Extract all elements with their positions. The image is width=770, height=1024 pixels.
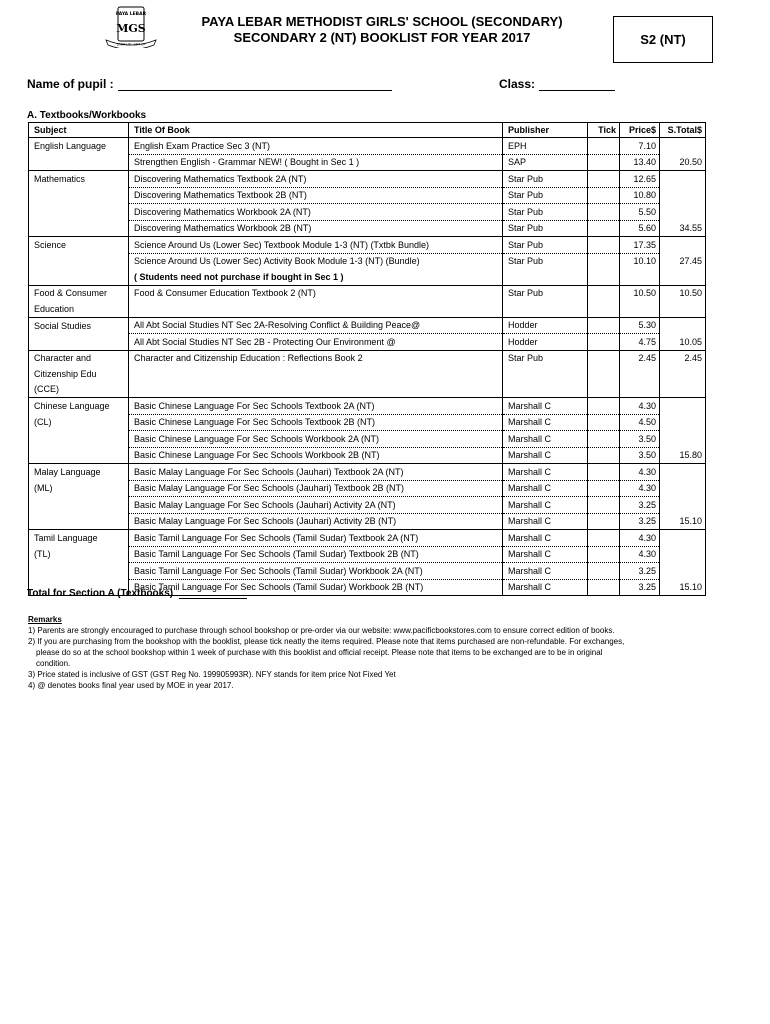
book-title — [129, 366, 503, 382]
price: 12.65 — [620, 171, 660, 188]
tick-box[interactable] — [588, 563, 620, 580]
table-row — [29, 220, 706, 237]
book-title: Science Around Us (Lower Sec) Textbook Module 1-3 (NT) (Txtbk Bundle) — [129, 237, 503, 254]
price: 3.25 — [620, 513, 660, 530]
price: 4.30 — [620, 480, 660, 497]
subject-cell: Social Studies — [29, 317, 129, 334]
table-row — [29, 350, 706, 366]
table-row — [29, 398, 706, 415]
publisher: Marshall C — [503, 464, 588, 481]
header-publisher: Publisher — [503, 123, 588, 138]
table-row — [29, 253, 706, 269]
subject-cell: (TL) — [29, 546, 129, 563]
subtotal: 15.10 — [660, 579, 706, 596]
publisher: Hodder — [503, 334, 588, 351]
subtotal: 20.50 — [660, 154, 706, 171]
table-row — [29, 431, 706, 448]
book-title — [129, 382, 503, 398]
book-title — [129, 301, 503, 317]
table-row — [29, 187, 706, 204]
remarks-block — [28, 614, 728, 691]
table-row — [29, 171, 706, 188]
publisher: Marshall C — [503, 447, 588, 464]
header-price: Price$ — [620, 123, 660, 138]
publisher: Marshall C — [503, 497, 588, 514]
subject-cell — [29, 204, 129, 221]
subject-cell: English Language — [29, 138, 129, 155]
subtotal — [660, 530, 706, 547]
publisher: Star Pub — [503, 237, 588, 254]
tick-box[interactable] — [588, 431, 620, 448]
remarks-title: Remarks — [28, 615, 62, 624]
section-total-label: Total for Section A (Textbooks) — [27, 588, 174, 599]
publisher — [503, 269, 588, 285]
table-row — [29, 301, 706, 317]
publisher: Marshall C — [503, 563, 588, 580]
publisher: Marshall C — [503, 579, 588, 596]
subtotal: 2.45 — [660, 350, 706, 366]
tick-box[interactable] — [588, 382, 620, 398]
table-row — [29, 497, 706, 514]
subject-cell: (CL) — [29, 414, 129, 431]
table-row — [29, 563, 706, 580]
logo-top-text: PAYA LEBAR — [115, 12, 147, 17]
tick-box[interactable] — [588, 350, 620, 366]
table-row — [29, 366, 706, 382]
subtotal — [660, 546, 706, 563]
subject-cell: Education — [29, 301, 129, 317]
book-title: All Abt Social Studies NT Sec 2A-Resolving Conflict & Building Peace@ — [129, 317, 503, 334]
publisher — [503, 366, 588, 382]
publisher: Marshall C — [503, 513, 588, 530]
tick-box[interactable] — [588, 317, 620, 334]
table-row — [29, 138, 706, 155]
subtotal — [660, 237, 706, 254]
subtotal: 34.55 — [660, 220, 706, 237]
subject-cell — [29, 334, 129, 351]
price: 17.35 — [620, 237, 660, 254]
table-row — [29, 237, 706, 254]
subtotal — [660, 414, 706, 431]
subject-cell — [29, 497, 129, 514]
book-title: Basic Chinese Language For Sec Schools Textbook 2A (NT) — [129, 398, 503, 415]
book-title: Basic Chinese Language For Sec Schools Workbook 2B (NT) — [129, 447, 503, 464]
header-tick: Tick — [588, 123, 620, 138]
subject-cell: (CCE) — [29, 382, 129, 398]
tick-box[interactable] — [588, 464, 620, 481]
book-title: Discovering Mathematics Textbook 2A (NT) — [129, 171, 503, 188]
price: 10.50 — [620, 285, 660, 301]
table-row — [29, 285, 706, 301]
publisher: Marshall C — [503, 414, 588, 431]
book-title: Basic Tamil Language For Sec Schools (Tamil Sudar) Textbook 2A (NT) — [129, 530, 503, 547]
subject-cell: Food & Consumer — [29, 285, 129, 301]
class-label: Class: — [499, 77, 536, 91]
price: 5.30 — [620, 317, 660, 334]
tick-box[interactable] — [588, 414, 620, 431]
subtotal — [660, 204, 706, 221]
subtotal: 15.80 — [660, 447, 706, 464]
pupil-name-label: Name of pupil : — [27, 77, 114, 91]
price: 2.45 — [620, 350, 660, 366]
publisher: Star Pub — [503, 350, 588, 366]
tick-box[interactable] — [588, 253, 620, 269]
tick-box[interactable] — [588, 301, 620, 317]
table-row — [29, 154, 706, 171]
tick-box[interactable] — [588, 138, 620, 155]
subject-cell: Citizenship Edu — [29, 366, 129, 382]
book-title: Basic Malay Language For Sec Schools (Jauhari) Activity 2A (NT) — [129, 497, 503, 514]
publisher: Star Pub — [503, 285, 588, 301]
school-name: PAYA LEBAR METHODIST GIRLS' SCHOOL (SECONDARY) — [201, 14, 563, 29]
remark-line: please do so at the school bookshop within 1 week of purchase with this booklist and official receipt. Please note that items to be exchanged are to be in original — [36, 648, 603, 657]
booklist-header — [172, 14, 592, 46]
booklist-title: SECONDARY 2 (NT) BOOKLIST FOR YEAR 2017 — [233, 30, 531, 45]
book-title: Character and Citizenship Education : Reflections Book 2 — [129, 350, 503, 366]
remark-line: 1) Parents are strongly encouraged to purchase through school bookshop or pre-order via our website: www.pacificbookstores.com to ensure correct edition of books. — [28, 626, 615, 635]
remark-line: condition. — [36, 659, 71, 668]
publisher — [503, 382, 588, 398]
price: 5.60 — [620, 220, 660, 237]
tick-box[interactable] — [588, 154, 620, 171]
subject-cell: Science — [29, 237, 129, 254]
section-title: A. Textbooks/Workbooks — [27, 110, 147, 121]
subject-cell: Tamil Language — [29, 530, 129, 547]
book-title: Basic Tamil Language For Sec Schools (Tamil Sudar) Workbook 2B (NT) — [129, 579, 503, 596]
subtotal — [660, 317, 706, 334]
publisher — [503, 301, 588, 317]
subject-cell — [29, 187, 129, 204]
header-subject: Subject — [29, 123, 129, 138]
book-title: Basic Chinese Language For Sec Schools Textbook 2B (NT) — [129, 414, 503, 431]
price — [620, 301, 660, 317]
header-title: Title Of Book — [129, 123, 503, 138]
tick-box[interactable] — [588, 480, 620, 497]
subtotal: 10.05 — [660, 334, 706, 351]
subtotal — [660, 301, 706, 317]
subtotal — [660, 398, 706, 415]
price: 13.40 — [620, 154, 660, 171]
tick-box[interactable] — [588, 497, 620, 514]
subtotal — [660, 480, 706, 497]
table-row — [29, 204, 706, 221]
subtotal — [660, 497, 706, 514]
price: 10.80 — [620, 187, 660, 204]
publisher: Marshall C — [503, 530, 588, 547]
book-title: Basic Malay Language For Sec Schools (Jauhari) Textbook 2B (NT) — [129, 480, 503, 497]
publisher: Marshall C — [503, 398, 588, 415]
book-title: Basic Tamil Language For Sec Schools (Tamil Sudar) Workbook 2A (NT) — [129, 563, 503, 580]
publisher: Star Pub — [503, 204, 588, 221]
logo-monogram: MGS — [116, 22, 146, 35]
publisher: Star Pub — [503, 187, 588, 204]
subtotal — [660, 171, 706, 188]
subtotal: 10.50 — [660, 285, 706, 301]
tick-box[interactable] — [588, 171, 620, 188]
table-row — [29, 530, 706, 547]
publisher: Star Pub — [503, 171, 588, 188]
subtotal — [660, 464, 706, 481]
subject-cell: (ML) — [29, 480, 129, 497]
price: 3.25 — [620, 563, 660, 580]
table-row — [29, 546, 706, 563]
subtotal — [660, 366, 706, 382]
tick-box[interactable] — [588, 237, 620, 254]
price: 10.10 — [620, 253, 660, 269]
tick-box[interactable] — [588, 187, 620, 204]
subject-cell — [29, 447, 129, 464]
tick-box[interactable] — [588, 269, 620, 285]
publisher: Marshall C — [503, 546, 588, 563]
price: 4.75 — [620, 334, 660, 351]
tick-box[interactable] — [588, 447, 620, 464]
remark-line: 4) @ denotes books final year used by MOE in year 2017. — [28, 681, 234, 690]
price: 3.50 — [620, 447, 660, 464]
remark-line: 3) Price stated is inclusive of GST (GST Reg No. 199905993R). NFY stands for item price Not Fixed Yet — [28, 670, 396, 679]
price: 4.50 — [620, 414, 660, 431]
subject-cell: Malay Language — [29, 464, 129, 481]
section-total-field[interactable] — [179, 598, 247, 599]
booklist-table — [28, 122, 706, 596]
price: 3.50 — [620, 431, 660, 448]
price: 3.25 — [620, 579, 660, 596]
subject-cell — [29, 269, 129, 285]
table-row — [29, 447, 706, 464]
tick-box[interactable] — [588, 546, 620, 563]
book-title: Science Around Us (Lower Sec) Activity Book Module 1-3 (NT) (Bundle) — [129, 253, 503, 269]
publisher: EPH — [503, 138, 588, 155]
publisher: Star Pub — [503, 253, 588, 269]
publisher: Star Pub — [503, 220, 588, 237]
book-title: English Exam Practice Sec 3 (NT) — [129, 138, 503, 155]
tick-box[interactable] — [588, 513, 620, 530]
class-field[interactable] — [539, 90, 615, 91]
subject-cell — [29, 253, 129, 269]
table-row — [29, 464, 706, 481]
book-title: Discovering Mathematics Workbook 2A (NT) — [129, 204, 503, 221]
subtotal — [660, 382, 706, 398]
price: 4.30 — [620, 546, 660, 563]
tick-box[interactable] — [588, 220, 620, 237]
publisher: Hodder — [503, 317, 588, 334]
book-title: Basic Chinese Language For Sec Schools Workbook 2A (NT) — [129, 431, 503, 448]
book-title: Basic Malay Language For Sec Schools (Jauhari) Activity 2B (NT) — [129, 513, 503, 530]
logo-motto: LOOK UP · LIFT UP — [116, 42, 146, 47]
subject-cell — [29, 220, 129, 237]
publisher: SAP — [503, 154, 588, 171]
tick-box[interactable] — [588, 285, 620, 301]
book-title: Strengthen English - Grammar NEW! ( Bought in Sec 1 ) — [129, 154, 503, 171]
tick-box[interactable] — [588, 334, 620, 351]
subject-cell — [29, 154, 129, 171]
price: 3.25 — [620, 497, 660, 514]
table-row — [29, 513, 706, 530]
publisher: Marshall C — [503, 480, 588, 497]
price — [620, 382, 660, 398]
subtotal — [660, 431, 706, 448]
subtotal — [660, 563, 706, 580]
publisher: Marshall C — [503, 431, 588, 448]
remark-line: 2) If you are purchasing from the bookshop with the booklist, please tick neatly the items required. Please note that items purchased are non-refundable. For exchanges, — [28, 637, 625, 646]
subject-cell — [29, 431, 129, 448]
price: 7.10 — [620, 138, 660, 155]
pupil-name-field[interactable] — [118, 90, 392, 91]
price: 4.30 — [620, 530, 660, 547]
price: 4.30 — [620, 398, 660, 415]
book-title: All Abt Social Studies NT Sec 2B - Protecting Our Environment @ — [129, 334, 503, 351]
subtotal — [660, 269, 706, 285]
tick-box[interactable] — [588, 366, 620, 382]
table-row — [29, 269, 706, 285]
price — [620, 269, 660, 285]
subtotal — [660, 187, 706, 204]
school-crest-logo — [104, 6, 158, 48]
subject-cell: Chinese Language — [29, 398, 129, 415]
class-code-box: S2 (NT) — [613, 16, 713, 63]
book-title: Discovering Mathematics Textbook 2B (NT) — [129, 187, 503, 204]
table-row — [29, 414, 706, 431]
purchase-note: ( Students need not purchase if bought in Sec 1 ) — [129, 269, 503, 285]
subject-cell: Mathematics — [29, 171, 129, 188]
tick-box[interactable] — [588, 579, 620, 596]
tick-box[interactable] — [588, 398, 620, 415]
subtotal: 15.10 — [660, 513, 706, 530]
table-row — [29, 382, 706, 398]
book-title: Food & Consumer Education Textbook 2 (NT) — [129, 285, 503, 301]
price: 5.50 — [620, 204, 660, 221]
book-title: Discovering Mathematics Workbook 2B (NT) — [129, 220, 503, 237]
table-row — [29, 334, 706, 351]
subtotal — [660, 138, 706, 155]
subtotal: 27.45 — [660, 253, 706, 269]
price — [620, 366, 660, 382]
subject-cell — [29, 513, 129, 530]
price: 4.30 — [620, 464, 660, 481]
table-row — [29, 480, 706, 497]
tick-box[interactable] — [588, 530, 620, 547]
book-title: Basic Malay Language For Sec Schools (Jauhari) Textbook 2A (NT) — [129, 464, 503, 481]
table-row — [29, 317, 706, 334]
subject-cell — [29, 563, 129, 580]
tick-box[interactable] — [588, 204, 620, 221]
subject-cell: Character and — [29, 350, 129, 366]
book-title: Basic Tamil Language For Sec Schools (Tamil Sudar) Textbook 2B (NT) — [129, 546, 503, 563]
header-subtotal: S.Total$ — [660, 123, 706, 138]
